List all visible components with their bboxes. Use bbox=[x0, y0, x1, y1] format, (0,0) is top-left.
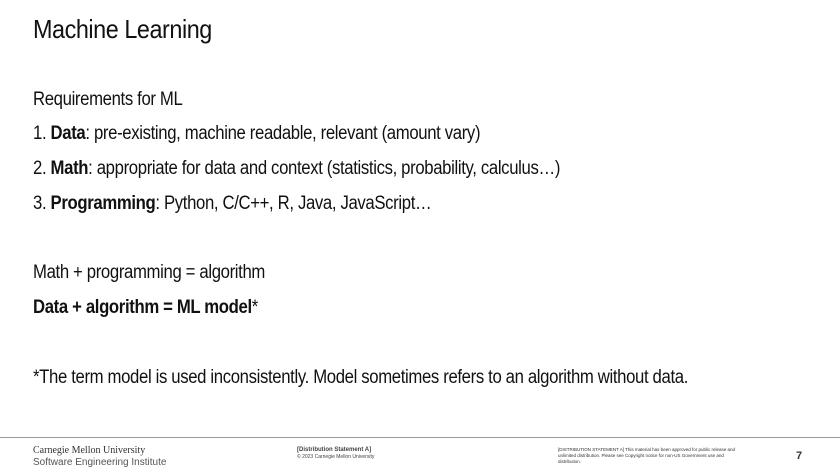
item-number: 1. bbox=[33, 123, 51, 144]
requirement-item-data bbox=[33, 123, 480, 145]
item-description: : Python, C/C++, R, Java, JavaScript… bbox=[155, 193, 432, 214]
footer-center-title: [Distribution Statement A] bbox=[297, 447, 372, 453]
requirement-item-programming bbox=[33, 193, 431, 215]
footer-divider bbox=[0, 437, 840, 438]
institute-name: Software Engineering Institute bbox=[33, 457, 167, 468]
item-term: Programming bbox=[50, 193, 156, 214]
requirements-heading: Requirements for ML bbox=[33, 89, 183, 110]
equation-ml-model-asterisk: * bbox=[251, 297, 258, 318]
requirement-item-math bbox=[33, 158, 560, 180]
distribution-statement: [DISTRIBUTION STATEMENT A] This material has been approved for public release and unlimited distribution. Please see Copyright notice for non-US Government use and distribution. bbox=[558, 447, 735, 464]
item-term: Math bbox=[50, 158, 89, 179]
footnote: *The term model is used inconsistently. Model sometimes refers to an algorithm without data. bbox=[33, 367, 688, 388]
slide-title: Machine Learning bbox=[33, 14, 212, 44]
item-term: Data bbox=[50, 123, 86, 144]
page-number: 7 bbox=[796, 450, 803, 462]
footer-copyright: © 2023 Carnegie Mellon University bbox=[297, 454, 375, 460]
item-number: 2. bbox=[33, 158, 51, 179]
equation-ml-model bbox=[33, 297, 258, 319]
university-name: Carnegie Mellon University bbox=[33, 445, 146, 456]
item-description: : pre-existing, machine readable, relevant (amount vary) bbox=[85, 123, 481, 144]
equation-algorithm: Math + programming = algorithm bbox=[33, 262, 265, 283]
equation-ml-model-bold: Data + algorithm = ML model bbox=[33, 297, 252, 318]
item-description: : appropriate for data and context (statistics, probability, calculus…) bbox=[88, 158, 561, 179]
item-number: 3. bbox=[33, 193, 51, 214]
footer-center bbox=[297, 447, 374, 461]
